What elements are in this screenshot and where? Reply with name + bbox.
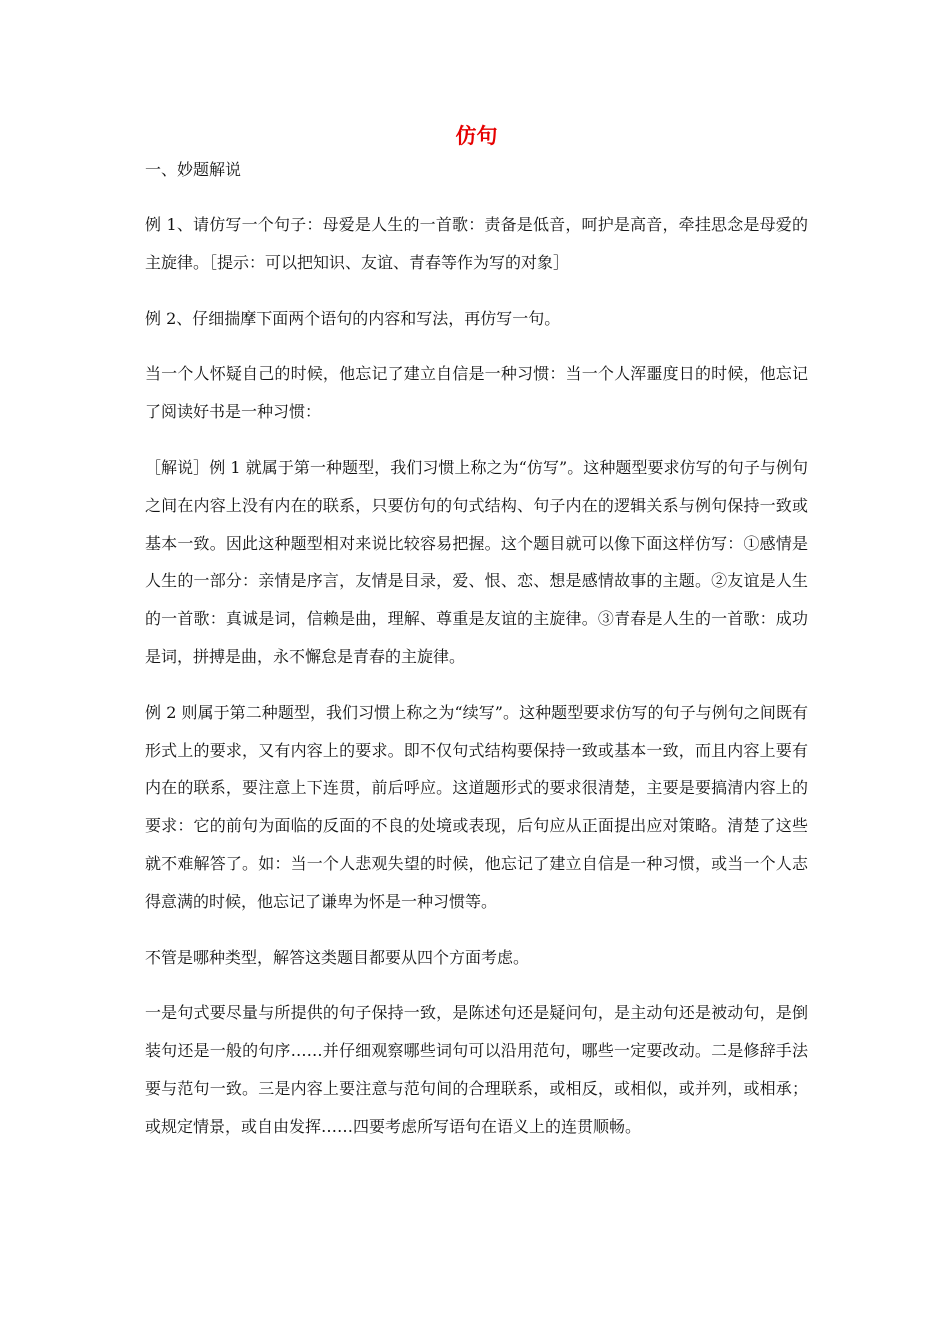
spacer (145, 976, 808, 994)
paragraph-explanation-2: 例 2 则属于第二种题型，我们习惯上称之为“续写”。这种题型要求仿写的句子与例句之间既有形式上的要求，又有内容上的要求。即不仅句式结构要保持一致或基本一致，而且内容上要有内在的联系，要注意上下连贯，前后呼应。这道题形式的要求很清楚，主要是要搞清内容上的要求：它的前句为面临的反面的不良的处境或表现，后句应从正面提出应对策略。清楚了这些就不难解答了。如：当一个人悲观失望的时候，他忘记了建立自信是一种习惯，或当一个人志得意满的时候，他忘记了谦卑为怀是一种习惯等。 (145, 702, 808, 911)
paragraph-four-aspects: 一是句式要尽量与所提供的句子保持一致，是陈述句还是疑问句，是主动句还是被动句，是倒装句还是一般的句序……并仔细观察哪些词句可以沿用范句，哪些一定要改动。二是修辞手法要与范句一致。三是内容上要注意与范句间的合理联系，或相反，或相似，或并列，或相承；或规定情景，或自由发挥……四要考虑所写语句在语义上的连贯顺畅。 (145, 1003, 808, 1136)
spacer (145, 186, 808, 206)
section-heading: 一、妙题解说 (145, 160, 242, 179)
spacer (145, 282, 808, 300)
paragraph-explanation-1: ［解说］例 1 就属于第一种题型，我们习惯上称之为“仿写”。这种题型要求仿写的句子与例句之间在内容上没有内在的联系，只要仿句的句式结构、句子内在的逻辑关系与例句保持一致或基本一致。因此这种题型相对来说比较容易把握。这个题目就可以像下面这样仿写：①感情是人生的一部分：亲情是序言，友情是目录，爱、恨、恋、想是感情故事的主题。②友谊是人生的一首歌：真诚是词，信赖是曲，理解、尊重是友谊的主旋律。③青春是人生的一首歌：成功是词，拼搏是曲，永不懈怠是青春的主旋律。 (145, 457, 808, 666)
document-title: 仿句 (455, 123, 498, 148)
spacer (145, 337, 808, 355)
paragraph-example-1: 例 1、请仿写一个句子：母爱是人生的一首歌：责备是低音，呵护是高音，牵挂思念是母爱的主旋律。［提示：可以把知识、友谊、青春等作为写的对象］ (145, 215, 808, 272)
spacer (145, 431, 808, 449)
paragraph-example-2-text: 当一个人怀疑自己的时候，他忘记了建立自信是一种习惯：当一个人浑噩度日的时候，他忘记了阅读好书是一种习惯： (145, 364, 808, 422)
paragraph-summary: 不管是哪种类型，解答这类题目都要从四个方面考虑。 (145, 947, 530, 967)
document-body (145, 118, 808, 1146)
paragraph-example-2: 例 2、仔细揣摩下面两个语句的内容和写法，再仿写一句。 (145, 308, 561, 328)
spacer (145, 676, 808, 694)
spacer (145, 921, 808, 939)
